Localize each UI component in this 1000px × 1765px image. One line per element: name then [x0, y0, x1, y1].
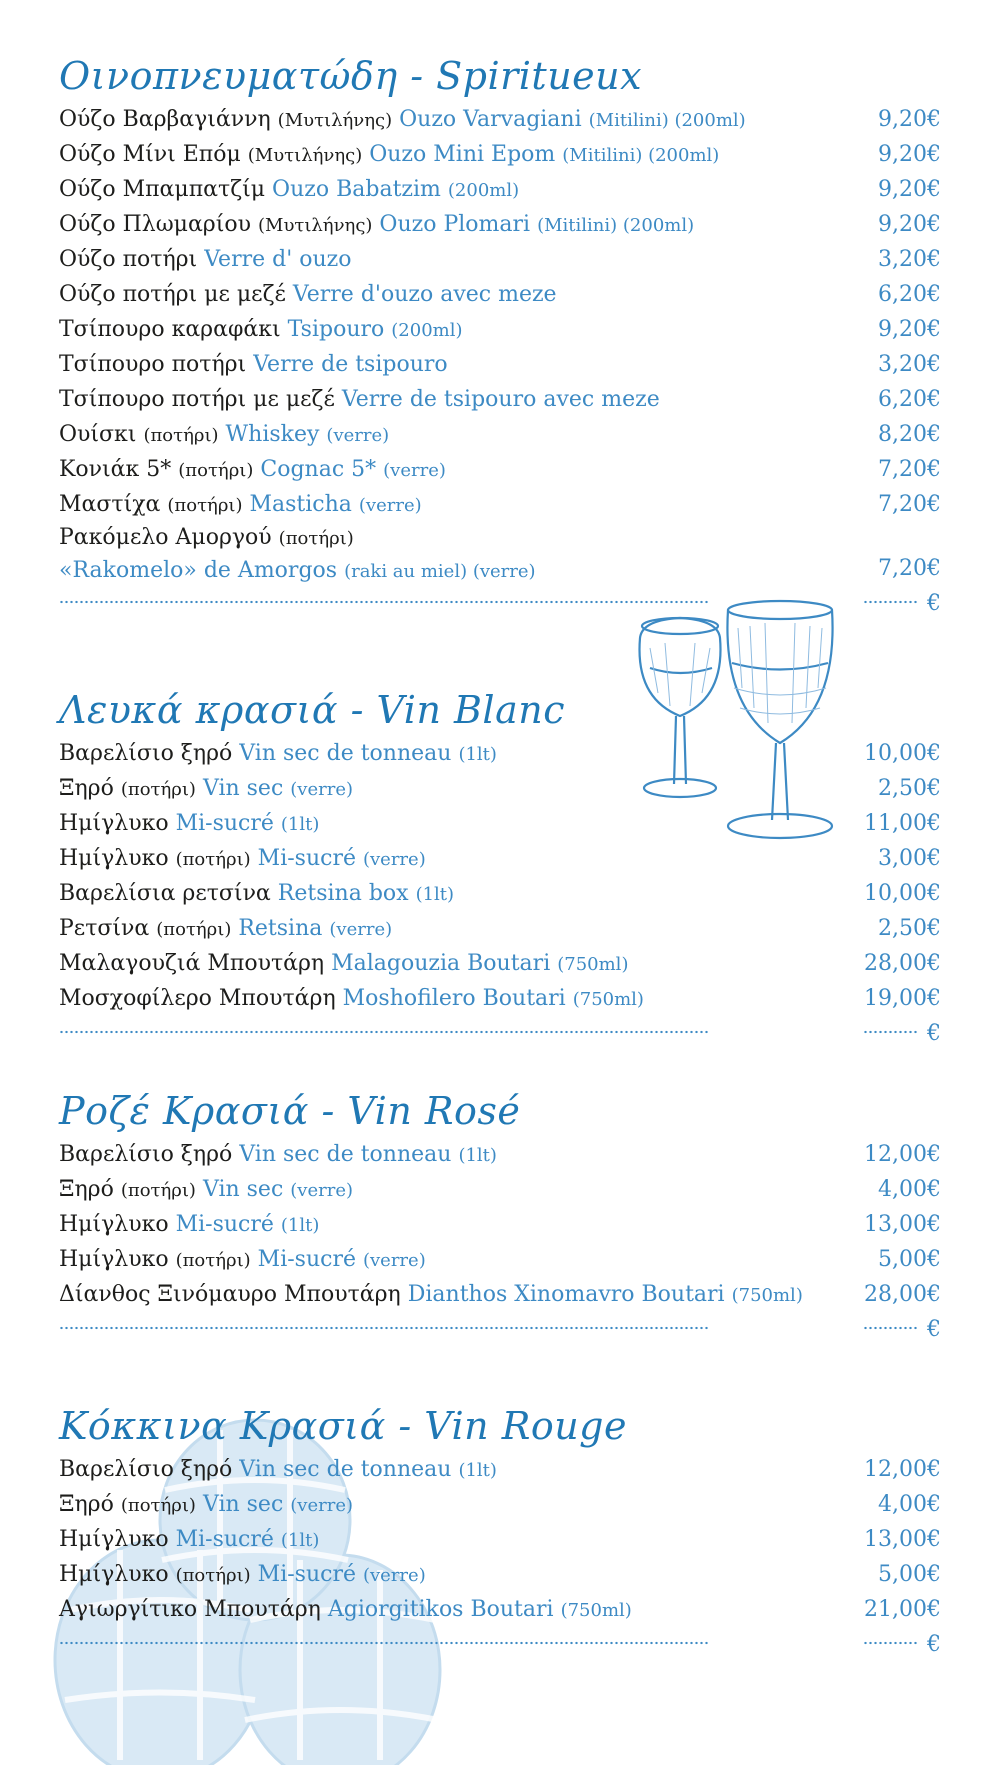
menu-item [59, 452, 941, 487]
item-price: 7,20€ [878, 492, 941, 517]
item-french-name: Verre de tsipouro avec meze [341, 387, 660, 412]
item-price: 13,00€ [864, 1212, 941, 1237]
item-french-note: (1lt) [458, 1145, 497, 1166]
dotted-leader [59, 1030, 709, 1034]
item-french-name: Vin sec de tonneau [239, 741, 452, 766]
item-price: 11,00€ [864, 811, 941, 836]
item-greek-name: Μοσχοφίλερο Μπουτάρη [59, 986, 336, 1011]
item-french-name: Vin sec de tonneau [239, 1457, 452, 1482]
item-greek-note: (Μυτιλήνης) [277, 110, 393, 131]
menu-item [59, 911, 941, 946]
dotted-price-leader [863, 1326, 919, 1330]
menu-item [59, 1172, 941, 1207]
menu-item [59, 347, 941, 382]
item-greek-name: Βαρελίσια ρετσίνα [59, 881, 271, 906]
item-french-note: (Mitilini) (200ml) [537, 215, 695, 236]
item-price: 3,20€ [878, 247, 941, 272]
item-greek-note: (ποτήρι) [178, 460, 254, 481]
item-price: 7,20€ [878, 556, 941, 581]
item-french-note: (1lt) [280, 1530, 320, 1551]
item-price: 2,50€ [878, 776, 941, 801]
section-rose-wine [59, 1085, 941, 1347]
item-price: 8,20€ [878, 422, 941, 447]
menu-item [59, 102, 941, 137]
item-greek-name: Ημίγλυκο [59, 1562, 169, 1587]
item-french-note: (750ml) [731, 1285, 803, 1306]
item-price: 12,00€ [864, 1142, 941, 1167]
item-greek-name: Ούζο ποτήρι [59, 247, 198, 272]
item-greek-name: Ούζο Μίνι Επόμ [59, 142, 241, 167]
item-greek-name: Κονιάκ 5* [59, 457, 172, 482]
item-french-note: (1lt) [415, 884, 455, 905]
item-greek-name: Ουίσκι [59, 422, 137, 447]
item-price: 10,00€ [864, 881, 941, 906]
item-greek-note: (ποτήρι) [120, 1495, 196, 1516]
euro-sign: € [927, 1317, 941, 1342]
item-french-name: Tsipouro [287, 317, 385, 342]
item-price: 3,00€ [878, 846, 941, 871]
item-french-note: (Mitilini) (200ml) [588, 110, 746, 131]
item-greek-name: Ούζο Βαρβαγιάννη [59, 107, 271, 132]
euro-sign: € [927, 591, 941, 616]
menu-item [59, 1592, 941, 1627]
menu-item [59, 1557, 941, 1592]
item-french-note: (verre) [326, 425, 390, 446]
item-price: 9,20€ [878, 142, 941, 167]
item-price: 19,00€ [864, 986, 941, 1011]
item-french-name: Vin sec [202, 776, 284, 801]
section-title-white-wine: Λευκά κρασιά - Vin Blanc [59, 688, 565, 732]
menu-item [59, 172, 941, 207]
item-french-name: Malagouzia Boutari [331, 951, 551, 976]
menu-item [59, 1277, 941, 1312]
item-french-note: (verre) [362, 849, 426, 870]
item-greek-name: Ημίγλυκο [59, 846, 169, 871]
menu-item [59, 1242, 941, 1277]
item-french-name: Mi-sucré [257, 846, 356, 871]
menu-item [59, 1522, 941, 1557]
item-price: 3,20€ [878, 352, 941, 377]
item-greek-name: Βαρελίσιο ξηρό [59, 741, 233, 766]
item-greek-note: (ποτήρι) [278, 528, 354, 549]
item-price: 9,20€ [878, 317, 941, 342]
item-french-name: Mi-sucré [175, 811, 274, 836]
menu-item [59, 946, 941, 981]
item-price: 9,20€ [878, 177, 941, 202]
item-greek-name: Βαρελίσιο ξηρό [59, 1457, 233, 1482]
item-price: 13,00€ [864, 1527, 941, 1552]
item-price: 6,20€ [878, 282, 941, 307]
item-greek-name: Ημίγλυκο [59, 1247, 169, 1272]
dotted-price-leader [863, 1030, 919, 1034]
item-greek-note: (ποτήρι) [167, 495, 243, 516]
item-price: 28,00€ [864, 1282, 941, 1307]
item-french-name: Ouzo Plomari [379, 212, 531, 237]
item-greek-name: Ρακόμελο Αμοργού [59, 525, 272, 550]
item-price: 21,00€ [864, 1597, 941, 1622]
item-greek-name: Ημίγλυκο [59, 811, 169, 836]
section-title-rose-wine: Ροζέ Κρασιά - Vin Rosé [59, 1089, 521, 1133]
item-greek-name: Τσίπουρο ποτήρι [59, 352, 247, 377]
menu-item [59, 242, 941, 277]
item-french-name: Cognac 5* [260, 457, 377, 482]
item-price: 4,00€ [878, 1177, 941, 1202]
item-greek-name: Τσίπουρο ποτήρι με μεζέ [59, 387, 335, 412]
item-french-name: Retsina box [277, 881, 409, 906]
item-french-name: Retsina [238, 916, 323, 941]
menu-item [59, 1452, 941, 1487]
item-price: 7,20€ [878, 457, 941, 482]
item-french-name: Verre d' ouzo [204, 247, 352, 272]
item-greek-name: Ξηρό [59, 1177, 114, 1202]
menu-item [59, 207, 941, 242]
item-price: 9,20€ [878, 107, 941, 132]
menu-item [59, 487, 941, 522]
item-greek-name: Τσίπουρο καραφάκι [59, 317, 281, 342]
menu-item [59, 981, 941, 1016]
item-french-note: (1lt) [280, 814, 320, 835]
item-french-note: (200ml) [391, 320, 463, 341]
menu-item [59, 1487, 941, 1522]
item-price: 10,00€ [864, 741, 941, 766]
dotted-price-leader [863, 1641, 919, 1645]
item-greek-note: (Μυτιλήνης) [257, 215, 373, 236]
item-french-note: (verre) [329, 919, 393, 940]
rose-wine-list [59, 1137, 941, 1312]
item-french-name: Vin sec [202, 1492, 284, 1517]
item-price: 6,20€ [878, 387, 941, 412]
item-price: 5,00€ [878, 1562, 941, 1587]
item-french-note: (200ml) [447, 180, 520, 201]
item-french-name: Mi-sucré [175, 1527, 274, 1552]
item-greek-name: Ρετσίνα [59, 916, 150, 941]
item-french-note: (verre) [383, 460, 446, 481]
item-greek-name: Αγιωργίτικο Μπουτάρη [59, 1597, 321, 1622]
item-greek-note: (ποτήρι) [120, 1180, 196, 1201]
item-french-name: Ouzo Varvagiani [399, 107, 582, 132]
item-french-note: (verre) [290, 1180, 354, 1201]
menu-item [59, 1207, 941, 1242]
item-french-note: (verre) [358, 495, 422, 516]
item-greek-note: (Μυτιλήνης) [247, 145, 363, 166]
section-title-red-wine: Κόκκινα Κρασιά - Vin Rouge [59, 1404, 627, 1448]
dotted-leader [59, 1326, 709, 1330]
menu-item [59, 841, 941, 876]
item-french-note: (750ml) [560, 1600, 632, 1621]
menu-item [59, 137, 941, 172]
dotted-price-leader [863, 600, 919, 604]
item-french-name: Vin sec [202, 1177, 284, 1202]
item-french-note: (verre) [362, 1250, 426, 1271]
blank-entry-line [59, 586, 941, 621]
item-french-note: (verre) [290, 779, 354, 800]
item-french-name: Mi-sucré [257, 1247, 356, 1272]
item-french-note: (1lt) [458, 1460, 497, 1481]
blank-entry-line [59, 1312, 941, 1347]
item-french-name: Mi-sucré [257, 1562, 356, 1587]
item-greek-name: Βαρελίσιο ξηρό [59, 1142, 233, 1167]
item-french-note: (verre) [290, 1495, 354, 1516]
item-greek-name: Ξηρό [59, 1492, 114, 1517]
euro-sign: € [927, 1632, 941, 1657]
item-greek-name: Ξηρό [59, 776, 114, 801]
dotted-leader [59, 600, 709, 604]
section-spirits [59, 50, 941, 621]
euro-sign: € [927, 1021, 941, 1046]
item-price: 4,00€ [878, 1492, 941, 1517]
item-french-note: (750ml) [572, 989, 644, 1010]
blank-entry-line [59, 1627, 941, 1662]
spirits-list [59, 102, 941, 522]
item-greek-name: Ούζο ποτήρι με μεζέ [59, 282, 286, 307]
item-greek-name: Ούζο Μπαμπατζίμ [59, 177, 266, 202]
item-greek-name: Ημίγλυκο [59, 1527, 169, 1552]
item-price: 28,00€ [864, 951, 941, 976]
item-french-name: Moshofilero Boutari [342, 986, 566, 1011]
menu-item [59, 277, 941, 312]
item-price: 2,50€ [878, 916, 941, 941]
menu-item [59, 771, 941, 806]
item-french-note: (1lt) [280, 1215, 320, 1236]
item-french-note: (Mitilini) (200ml) [562, 145, 720, 166]
item-price: 5,00€ [878, 1247, 941, 1272]
item-greek-note: (ποτήρι) [175, 849, 251, 870]
item-greek-name: Δίανθος Ξινόμαυρο Μπουτάρη [59, 1282, 401, 1307]
item-greek-name: Ούζο Πλωμαρίου [59, 212, 251, 237]
red-wine-list [59, 1452, 941, 1627]
section-white-wine [59, 684, 941, 1051]
item-french-name: Ouzo Babatzim [272, 177, 441, 202]
item-greek-name: Ημίγλυκο [59, 1212, 169, 1237]
item-greek-note: (ποτήρι) [175, 1565, 251, 1586]
item-french-name: Vin sec de tonneau [239, 1142, 452, 1167]
item-french-name: Verre de tsipouro [253, 352, 448, 377]
item-french-name: Verre d'ouzo avec meze [292, 282, 557, 307]
item-price: 9,20€ [878, 212, 941, 237]
item-greek-note: (ποτήρι) [120, 779, 196, 800]
menu-item [59, 312, 941, 347]
item-french-name: Whiskey [225, 422, 320, 447]
item-greek-note: (ποτήρι) [156, 919, 232, 940]
menu-item-rakomelo [59, 522, 941, 586]
item-french-name: Ouzo Mini Epom [369, 142, 556, 167]
dotted-leader [59, 1641, 709, 1645]
item-greek-note: (ποτήρι) [143, 425, 219, 446]
section-red-wine [59, 1400, 941, 1662]
item-greek-note: (ποτήρι) [175, 1250, 251, 1271]
item-greek-name: Μαλαγουζιά Μπουτάρη [59, 951, 325, 976]
item-french-name: Masticha [249, 492, 352, 517]
item-french-name: Agiorgitikos Boutari [327, 1597, 554, 1622]
menu-item [59, 876, 941, 911]
menu-item [59, 1137, 941, 1172]
item-french-name: «Rakomelo» de Amorgos [59, 558, 338, 583]
menu-item [59, 806, 941, 841]
item-french-note: (raki au miel) (verre) [344, 561, 536, 582]
item-french-name: Mi-sucré [175, 1212, 274, 1237]
item-french-note: (750ml) [557, 954, 629, 975]
item-french-note: (verre) [362, 1565, 426, 1586]
item-french-note: (1lt) [458, 744, 497, 765]
menu-item [59, 417, 941, 452]
item-french-name: Dianthos Xinomavro Boutari [407, 1282, 725, 1307]
menu-item [59, 736, 941, 771]
menu-item [59, 382, 941, 417]
blank-entry-line [59, 1016, 941, 1051]
section-title-spirits: Οινοπνευματώδη - Spiritueux [59, 54, 643, 98]
item-greek-name: Μαστίχα [59, 492, 161, 517]
white-wine-list [59, 736, 941, 1016]
item-price: 12,00€ [864, 1457, 941, 1482]
